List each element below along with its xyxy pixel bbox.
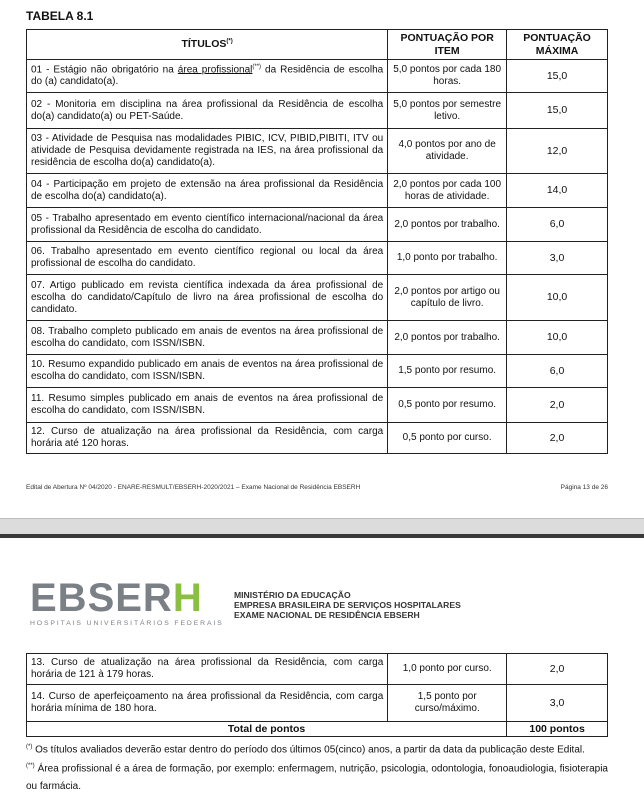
- row-max: 3,0: [507, 242, 608, 275]
- row-description: 02 - Monitoria em disciplina na área profissional da Residência de escolha do(a) candidato(a) ou PET-Saúde.: [27, 93, 388, 129]
- footnotes: [26, 739, 608, 795]
- document-page-14: [0, 538, 644, 792]
- footnote-2: (**) Área profissional é a área de formação, por exemplo: enfermagem, nutrição, psicologia, odontologia, fonoaudiologia, fisioterapia ou farmácia.: [26, 763, 608, 792]
- row-points: 0,5 ponto por curso.: [388, 423, 507, 454]
- row-max: 6,0: [507, 208, 608, 242]
- row-points: 2,0 pontos por artigo ou capítulo de livro.: [388, 275, 507, 321]
- table-row: [27, 275, 608, 321]
- total-value: 100 pontos: [507, 722, 608, 737]
- scoring-table: [26, 29, 608, 454]
- row-description: 01 - Estágio não obrigatório na área profissional(**) da Residência de escolha do (a) candidato(a).: [27, 60, 388, 93]
- row-max: 2,0: [507, 388, 608, 423]
- row-points: 2,0 pontos por trabalho.: [388, 208, 507, 242]
- row-points: 0,5 ponto por resumo.: [388, 388, 507, 423]
- footer-edital: Edital de Abertura Nº 04/2020 - ENARE-RESMULT/EBSERH-2020/2021 – Exame Nacional de Residência EBSERH: [26, 484, 361, 491]
- table-row: [27, 685, 608, 722]
- header-pontuacao-por-item: PONTUAÇÃO POR ITEM: [388, 30, 507, 60]
- row-points: 2,0 pontos por trabalho.: [388, 321, 507, 355]
- row-description: 14. Curso de aperfeiçoamento na área profissional da Residência, com carga horária mínima de 180 hora.: [27, 685, 388, 722]
- table-row: [27, 208, 608, 242]
- page-footer: [26, 484, 608, 491]
- table-row: [27, 174, 608, 208]
- row-points: 5,0 pontos por semestre letivo.: [388, 93, 507, 129]
- table-header-row: [27, 30, 608, 60]
- row-max: 3,0: [507, 685, 608, 722]
- row-description: 06. Trabalho apresentado em evento científico regional ou local da área profissional de escolha do candidato.: [27, 242, 388, 275]
- table-row: [27, 321, 608, 355]
- row-description: 12. Curso de atualização na área profissional da Residência, com carga horária até 120 horas.: [27, 423, 388, 454]
- table-row: [27, 60, 608, 93]
- row-description: 05 - Trabalho apresentado em evento científico internacional/nacional da área profissional da Residência de escolha do candidato.: [27, 208, 388, 242]
- row-max: 12,0: [507, 129, 608, 174]
- row-points: 5,0 pontos por cada 180 horas.: [388, 60, 507, 93]
- header-footnote-mark: (*): [226, 38, 233, 45]
- total-label: Total de pontos: [27, 722, 507, 737]
- table-row: [27, 355, 608, 388]
- row-points: 1,0 ponto por trabalho.: [388, 242, 507, 275]
- ebserh-logo: EBSERH HOSPITAIS UNIVERSITÁRIOS FEDERAIS: [30, 576, 224, 627]
- row-max: 10,0: [507, 275, 608, 321]
- header-titulos: TÍTULOS(*): [27, 30, 388, 60]
- logo-subtitle: HOSPITAIS UNIVERSITÁRIOS FEDERAIS: [30, 620, 224, 627]
- row-max: 14,0: [507, 174, 608, 208]
- area-profissional-term: área profissional: [177, 64, 253, 76]
- row-description: 03 - Atividade de Pesquisa nas modalidades PIBIC, ICV, PIBID,PIBITI, ITV ou atividade de Pesquisa devidamente registrada na IES, na área profissional da residência de escolha do(a) candidato(a).: [27, 129, 388, 174]
- table-row: [27, 388, 608, 423]
- footnote-mark: (**): [252, 64, 262, 71]
- row-points: 1,5 ponto por resumo.: [388, 355, 507, 388]
- table-row: [27, 93, 608, 129]
- row-description: 13. Curso de atualização na área profissional da Residência, com carga horária de 121 à 179 horas.: [27, 654, 388, 685]
- row-points: 4,0 pontos por ano de atividade.: [388, 129, 507, 174]
- table-row: [27, 423, 608, 454]
- table-label: TABELA 8.1: [26, 9, 94, 23]
- table-row: [27, 242, 608, 275]
- row-points: 1,5 ponto por curso/máximo.: [388, 685, 507, 722]
- row-points: 2,0 pontos por cada 100 horas de atividade.: [388, 174, 507, 208]
- row-max: 15,0: [507, 93, 608, 129]
- row-max: 15,0: [507, 60, 608, 93]
- row-description: 07. Artigo publicado em revista científica indexada da área profissional de escolha do candidato/Capítulo de livro na área profissional de escolha do candidato.: [27, 275, 388, 321]
- row-description: 11. Resumo simples publicado em anais de eventos na área profissional de escolha do candidato, com ISSN/ISBN.: [27, 388, 388, 423]
- footnote-1: (*) Os títulos avaliados deverão estar dentro do período dos últimos 05(cinco) anos, a partir da data da publicação deste Edital.: [26, 744, 585, 756]
- row-points: 1,0 ponto por curso.: [388, 654, 507, 685]
- total-row: [27, 722, 608, 737]
- row-max: 6,0: [507, 355, 608, 388]
- row-description: 04 - Participação em projeto de extensão na área profissional da Residência de escolha do(a) candidato(a).: [27, 174, 388, 208]
- row-max: 10,0: [507, 321, 608, 355]
- row-max: 2,0: [507, 423, 608, 454]
- row-max: 2,0: [507, 654, 608, 685]
- header-pontuacao-maxima: PONTUAÇÃO MÁXIMA: [507, 30, 608, 60]
- footer-page-number: Página 13 de 26: [560, 484, 608, 491]
- table-row: [27, 654, 608, 685]
- row-description: 08. Trabalho completo publicado em anais de eventos na área profissional de escolha do candidato, com ISSN/ISBN.: [27, 321, 388, 355]
- scoring-table-continued: [26, 653, 608, 737]
- institution-header: MINISTÉRIO DA EDUCAÇÃO EMPRESA BRASILEIRA DE SERVIÇOS HOSPITALARES EXAME NACIONAL DE RESIDÊNCIA EBSERH: [234, 590, 461, 620]
- row-description: 10. Resumo expandido publicado em anais de eventos na área profissional de escolha do candidato, com ISSN/ISBN.: [27, 355, 388, 388]
- page-gap: [0, 518, 644, 534]
- table-row: [27, 129, 608, 174]
